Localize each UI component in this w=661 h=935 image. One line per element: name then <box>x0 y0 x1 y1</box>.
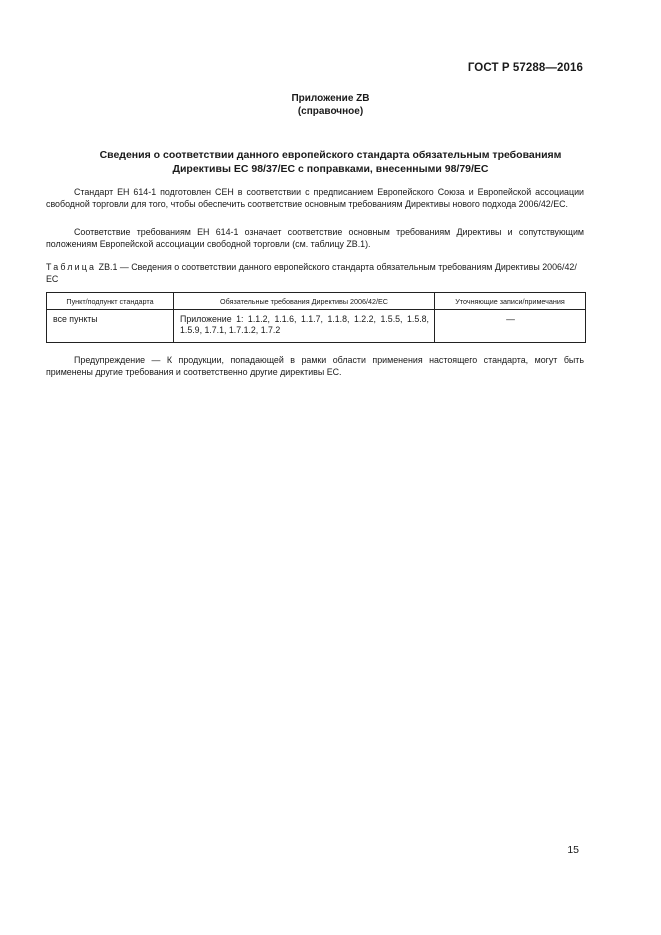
table-caption-label: Таблица <box>46 262 97 272</box>
annex-type: (справочное) <box>297 106 364 117</box>
section-heading <box>50 148 611 176</box>
cell-clause: все пункты <box>47 310 174 343</box>
header-clause: Пункт/подпункт стандарта <box>47 293 174 310</box>
section-heading-line2: Директивы ЕС 98/37/ЕС с поправками, внесенными 98/79/ЕС <box>172 163 489 175</box>
page-number: 15 <box>567 844 579 856</box>
header-directive-requirements: Обязательные требования Директивы 2006/42/ЕС <box>174 293 435 310</box>
table-row <box>47 310 586 343</box>
annex-title-block <box>0 92 661 118</box>
warning-paragraph: Предупреждение — К продукции, попадающей в рамки области применения настоящего стандарта, могут быть применены другие требования и соответственно другие директивы ЕС. <box>46 355 584 377</box>
cell-notes: — <box>435 310 586 343</box>
table-caption-text: ZB.1 — Сведения о соответствии данного европейского стандарта обязательным требованиям Директивы 2006/42/ЕС <box>46 262 577 284</box>
document-code: ГОСТ Р 57288—2016 <box>467 62 583 74</box>
table-caption <box>46 261 584 285</box>
header-notes: Уточняющие записи/примечания <box>435 293 586 310</box>
annex-title: Приложение ZB <box>291 93 370 104</box>
section-heading-line1: Сведения о соответствии данного европейского стандарта обязательным требованиям <box>99 149 562 161</box>
requirements-table <box>46 292 586 343</box>
cell-directive-requirements: Приложение 1: 1.1.2, 1.1.6, 1.1.7, 1.1.8, 1.2.2, 1.5.5, 1.5.8, 1.5.9, 1.7.1, 1.7.1.2, 1.7.2 <box>174 310 435 343</box>
paragraph-standard-origin: Стандарт ЕН 614-1 подготовлен СЕН в соответствии с предписанием Европейского Союза и Европейской ассоциации свободной торговли для того, чтобы обеспечить соответствие основным требованиям Директивы нового подхода 2006/42/ЕС. <box>46 187 584 209</box>
table-header-row <box>47 293 586 310</box>
paragraph-compliance: Соответствие требованиям ЕН 614-1 означает соответствие основным требованиям Директивы и сопутствующим положениям Европейской ассоциации свободной торговли (см. таблицу ZB.1). <box>46 227 584 249</box>
